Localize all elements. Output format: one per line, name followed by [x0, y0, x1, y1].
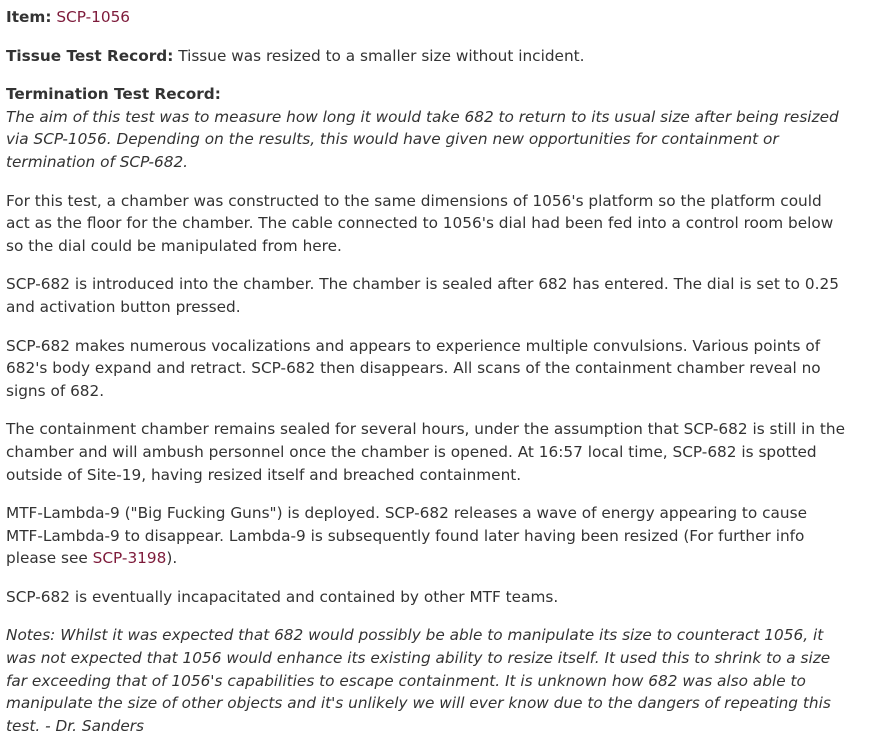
paragraph-mtf	[6, 502, 885, 570]
notes-line: manipulate the size of other objects and it's unlikely we will ever know due to the dangers of repeating this	[6, 694, 831, 713]
paragraph-line: SCP-682 makes numerous vocalizations and appears to experience multiple convulsions. Various points of	[6, 336, 821, 355]
tissue-label: Tissue Test Record:	[6, 46, 174, 65]
paragraph-contained	[6, 586, 885, 609]
paragraph-line: outside of Site-19, having resized itself and breached containment.	[6, 465, 522, 484]
paragraph-line: MTF-Lambda-9 ("Big Fucking Guns") is deployed. SCP-682 releases a wave of energy appearing to cause	[6, 504, 807, 523]
notes-line: test. - Dr. Sanders	[6, 716, 145, 735]
notes-line: was not expected that 1056 would enhance its existing ability to resize itself. It used this to shrink to a size	[6, 649, 831, 668]
paragraph-line: so the dial could be manipulated from here.	[6, 236, 342, 255]
paragraph-line: SCP-682 is introduced into the chamber. The chamber is sealed after 682 has entered. The dial is set to 0.25	[6, 275, 839, 294]
termination-test-record	[6, 83, 885, 173]
paragraph-introduced	[6, 273, 885, 318]
paragraph-sealed	[6, 418, 885, 486]
item-label: Item:	[6, 8, 52, 26]
tissue-text: Tissue was resized to a smaller size without incident.	[178, 46, 585, 65]
paragraph-text: ).	[166, 549, 178, 568]
paragraph-line: For this test, a chamber was constructed to the same dimensions of 1056's platform so the platform could	[6, 191, 822, 210]
paragraph-line	[6, 547, 885, 570]
item-link[interactable]: SCP-1056	[56, 8, 131, 26]
notes	[6, 624, 885, 737]
paragraph-text: please see	[6, 549, 93, 568]
paragraph-line: signs of 682.	[6, 381, 105, 400]
paragraph-line: chamber and will ambush personnel once the chamber is opened. At 16:57 local time, SCP-682 is spotted	[6, 442, 817, 461]
paragraph-line: act as the floor for the chamber. The cable connected to 1056's dial had been fed into a control room below	[6, 214, 834, 233]
paragraph-line: The containment chamber remains sealed for several hours, under the assumption that SCP-682 is still in the	[6, 420, 846, 439]
paragraph-vocalizations	[6, 335, 885, 403]
termination-label: Termination Test Record:	[6, 85, 221, 104]
paragraph-line: and activation button pressed.	[6, 297, 241, 316]
item-line	[6, 6, 885, 29]
paragraph-chamber	[6, 190, 885, 258]
tissue-test-record	[6, 45, 885, 68]
aim-line: via SCP-1056. Depending on the results, this would have given new opportunities for containment or	[6, 130, 779, 149]
paragraph-line: MTF-Lambda-9 to disappear. Lambda-9 is subsequently found later having been resized (For further info	[6, 526, 805, 545]
paragraph-line: SCP-682 is eventually incapacitated and contained by other MTF teams.	[6, 587, 559, 606]
notes-line: far exceeding that of 1056's capabilities to escape containment. It is unknown how 682 was also able to	[6, 671, 806, 690]
scp-3198-link[interactable]: SCP-3198	[92, 549, 167, 568]
paragraph-line: 682's body expand and retract. SCP-682 then disappears. All scans of the containment chamber reveal no	[6, 359, 821, 378]
aim-line: The aim of this test was to measure how long it would take 682 to return to its usual size after being resized	[6, 107, 839, 126]
aim-line: termination of SCP-682.	[6, 152, 189, 171]
notes-line: Notes: Whilst it was expected that 682 would possibly be able to manipulate its size to counteract 1056, it	[6, 626, 824, 645]
